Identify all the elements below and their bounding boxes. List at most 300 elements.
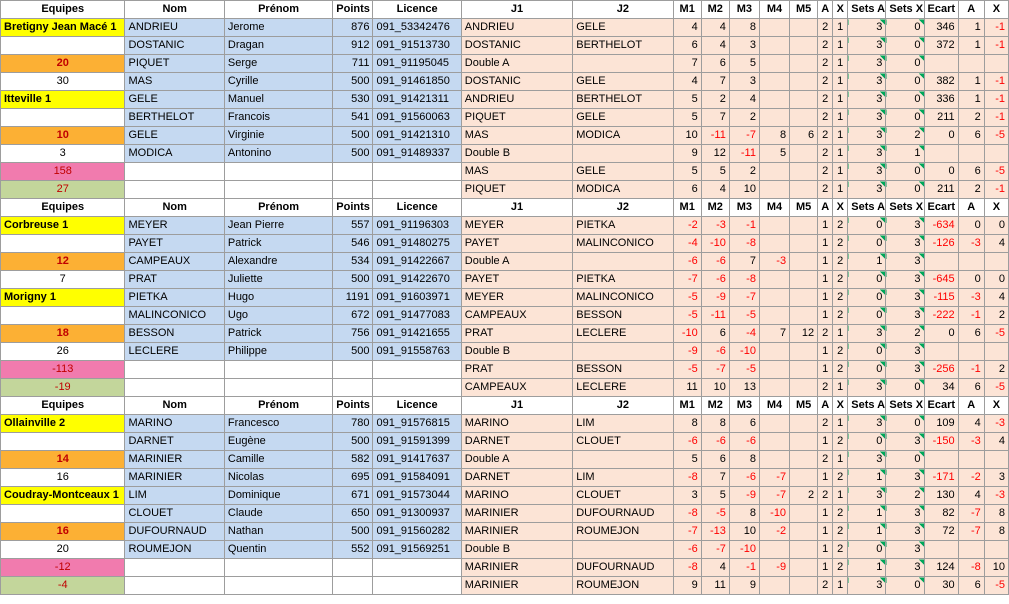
cell-points: 546: [333, 235, 373, 253]
cell-equipe: [1, 109, 125, 127]
cell-m1: -2: [673, 217, 701, 235]
cell-j1: MARINIER: [461, 505, 572, 523]
cell-x: 2: [833, 307, 848, 325]
cell-j2: DUFOURNAUD: [573, 559, 673, 577]
table-row: [1, 127, 1009, 145]
cell-nom: [125, 361, 224, 379]
cell-points: 500: [333, 73, 373, 91]
cell-m4: [759, 19, 789, 37]
cell-m4: [759, 55, 789, 73]
cell-m5: [790, 235, 818, 253]
cell-licence: [373, 181, 461, 199]
cell-j2: [573, 145, 673, 163]
cell-prenom: Antonino: [224, 145, 332, 163]
table-row: [1, 433, 1009, 451]
cell-x2: -3: [984, 487, 1008, 505]
cell-j1: PAYET: [461, 271, 572, 289]
cell-x2: -5: [984, 127, 1008, 145]
cell-m5: [790, 307, 818, 325]
cell-m5: [790, 577, 818, 595]
cell-j1: MAS: [461, 163, 572, 181]
cell-m4: -7: [759, 487, 789, 505]
header-prenom: Prénom: [224, 1, 332, 19]
cell-prenom: Manuel: [224, 91, 332, 109]
cell-a2: [958, 55, 984, 73]
cell-m5: [790, 55, 818, 73]
cell-sets-a: 0: [848, 307, 886, 325]
cell-equipe: 158: [1, 163, 125, 181]
cell-x: 1: [833, 127, 848, 145]
cell-a: 2: [818, 487, 833, 505]
cell-prenom: Dominique: [224, 487, 332, 505]
cell-m3: -9: [729, 487, 759, 505]
table-row: [1, 379, 1009, 397]
cell-sets-a: 0: [848, 541, 886, 559]
cell-m4: [759, 271, 789, 289]
cell-sets-x: 2: [886, 325, 924, 343]
cell-j2: MALINCONICO: [573, 235, 673, 253]
cell-ecart: -115: [924, 289, 958, 307]
cell-m4: [759, 181, 789, 199]
table-row: [1, 289, 1009, 307]
cell-nom: CLOUET: [125, 505, 224, 523]
cell-m2: 11: [701, 577, 729, 595]
cell-points: 650: [333, 505, 373, 523]
cell-points: 780: [333, 415, 373, 433]
cell-a2: -8: [958, 559, 984, 577]
cell-m1: -8: [673, 469, 701, 487]
cell-sets-a: 3: [848, 55, 886, 73]
team-name: Corbreuse 1: [1, 217, 125, 235]
cell-x2: 4: [984, 289, 1008, 307]
cell-prenom: Jean Pierre: [224, 217, 332, 235]
cell-a2: -3: [958, 433, 984, 451]
header-nom: Nom: [125, 1, 224, 19]
cell-j2: GELE: [573, 163, 673, 181]
cell-j1: PAYET: [461, 235, 572, 253]
cell-m3: -10: [729, 343, 759, 361]
cell-x2: 2: [984, 361, 1008, 379]
cell-sets-x: 0: [886, 379, 924, 397]
cell-licence: 091_53342476: [373, 19, 461, 37]
cell-m1: -5: [673, 361, 701, 379]
cell-sets-x: 3: [886, 559, 924, 577]
cell-x: 2: [833, 343, 848, 361]
cell-m4: 7: [759, 325, 789, 343]
table-row: [1, 37, 1009, 55]
cell-points: 500: [333, 271, 373, 289]
cell-licence: 091_91573044: [373, 487, 461, 505]
cell-m1: -7: [673, 271, 701, 289]
cell-j1: PIQUET: [461, 109, 572, 127]
table-body: [1, 1, 1009, 595]
cell-a: 2: [818, 379, 833, 397]
team-name: Bretigny Jean Macé 1: [1, 19, 125, 37]
cell-x2: 0: [984, 271, 1008, 289]
cell-x2: 3: [984, 469, 1008, 487]
header-a: A: [818, 1, 833, 19]
cell-nom: ANDRIEU: [125, 19, 224, 37]
cell-m4: [759, 361, 789, 379]
cell-m5: [790, 523, 818, 541]
cell-nom: [125, 181, 224, 199]
cell-m3: 8: [729, 505, 759, 523]
cell-m5: [790, 109, 818, 127]
cell-prenom: [224, 181, 332, 199]
cell-ecart: [924, 541, 958, 559]
cell-m3: 2: [729, 163, 759, 181]
cell-a: 2: [818, 577, 833, 595]
cell-x2: 2: [984, 307, 1008, 325]
cell-x2: [984, 55, 1008, 73]
cell-points: [333, 379, 373, 397]
header-m1: M1: [673, 199, 701, 217]
cell-m1: -9: [673, 343, 701, 361]
cell-x: 1: [833, 577, 848, 595]
header-licence: Licence: [373, 397, 461, 415]
cell-m1: -8: [673, 505, 701, 523]
cell-points: 552: [333, 541, 373, 559]
cell-x: 1: [833, 415, 848, 433]
cell-sets-x: 0: [886, 163, 924, 181]
cell-points: 500: [333, 523, 373, 541]
cell-a: 1: [818, 541, 833, 559]
cell-a: 2: [818, 91, 833, 109]
cell-m4: [759, 307, 789, 325]
cell-m2: 6: [701, 55, 729, 73]
cell-ecart: [924, 451, 958, 469]
cell-x: 2: [833, 541, 848, 559]
cell-a: 1: [818, 343, 833, 361]
cell-sets-x: 3: [886, 271, 924, 289]
cell-m5: [790, 451, 818, 469]
cell-a: 1: [818, 307, 833, 325]
cell-x: 2: [833, 289, 848, 307]
table-row: [1, 505, 1009, 523]
cell-ecart: -634: [924, 217, 958, 235]
cell-a: 2: [818, 19, 833, 37]
cell-j1: PRAT: [461, 361, 572, 379]
cell-points: 1191: [333, 289, 373, 307]
cell-m2: 4: [701, 19, 729, 37]
cell-j2: LECLERE: [573, 325, 673, 343]
cell-licence: 091_91560282: [373, 523, 461, 541]
cell-prenom: Ugo: [224, 307, 332, 325]
cell-a2: 6: [958, 325, 984, 343]
cell-nom: [125, 379, 224, 397]
header-j2: J2: [573, 1, 673, 19]
cell-sets-x: 3: [886, 523, 924, 541]
cell-m1: -4: [673, 235, 701, 253]
cell-x: 2: [833, 253, 848, 271]
cell-sets-x: 3: [886, 253, 924, 271]
cell-sets-x: 3: [886, 343, 924, 361]
table-row: [1, 541, 1009, 559]
cell-x2: 8: [984, 523, 1008, 541]
cell-prenom: Alexandre: [224, 253, 332, 271]
cell-equipe: [1, 307, 125, 325]
cell-nom: LECLERE: [125, 343, 224, 361]
cell-sets-a: 3: [848, 379, 886, 397]
header-m3: M3: [729, 199, 759, 217]
cell-m2: -5: [701, 505, 729, 523]
header-m5: M5: [790, 1, 818, 19]
cell-ecart: 82: [924, 505, 958, 523]
cell-nom: MAS: [125, 73, 224, 91]
cell-m3: 9: [729, 577, 759, 595]
cell-m3: -5: [729, 307, 759, 325]
cell-j1: MARINIER: [461, 577, 572, 595]
header-licence: Licence: [373, 199, 461, 217]
cell-x: 2: [833, 235, 848, 253]
header-sets-x: Sets X: [886, 199, 924, 217]
cell-j2: [573, 343, 673, 361]
cell-j1: DARNET: [461, 433, 572, 451]
cell-prenom: Patrick: [224, 325, 332, 343]
cell-ecart: -256: [924, 361, 958, 379]
cell-points: 912: [333, 37, 373, 55]
cell-m3: -7: [729, 127, 759, 145]
cell-m4: 8: [759, 127, 789, 145]
cell-m5: 6: [790, 127, 818, 145]
table-row: [1, 361, 1009, 379]
cell-j2: [573, 451, 673, 469]
cell-nom: PAYET: [125, 235, 224, 253]
cell-m4: [759, 541, 789, 559]
cell-sets-a: 3: [848, 127, 886, 145]
cell-x2: -5: [984, 325, 1008, 343]
header-points: Points: [333, 1, 373, 19]
cell-m1: -5: [673, 307, 701, 325]
cell-j1: PIQUET: [461, 181, 572, 199]
cell-x2: [984, 541, 1008, 559]
cell-nom: GELE: [125, 91, 224, 109]
cell-prenom: Nicolas: [224, 469, 332, 487]
cell-a2: 6: [958, 127, 984, 145]
cell-a2: [958, 541, 984, 559]
cell-j2: MODICA: [573, 181, 673, 199]
cell-points: [333, 577, 373, 595]
cell-m5: [790, 343, 818, 361]
cell-sets-x: 0: [886, 415, 924, 433]
header-equipe: Equipes: [1, 1, 125, 19]
header-m3: M3: [729, 1, 759, 19]
cell-m1: 5: [673, 163, 701, 181]
cell-points: 876: [333, 19, 373, 37]
cell-licence: [373, 559, 461, 577]
cell-j2: MALINCONICO: [573, 289, 673, 307]
cell-ecart: 0: [924, 325, 958, 343]
cell-ecart: 34: [924, 379, 958, 397]
cell-m5: [790, 541, 818, 559]
cell-x: 1: [833, 91, 848, 109]
cell-m3: -7: [729, 289, 759, 307]
cell-j2: [573, 541, 673, 559]
cell-nom: BERTHELOT: [125, 109, 224, 127]
cell-a: 2: [818, 145, 833, 163]
cell-nom: DOSTANIC: [125, 37, 224, 55]
cell-j1: ANDRIEU: [461, 91, 572, 109]
cell-m5: [790, 181, 818, 199]
cell-a: 1: [818, 217, 833, 235]
cell-a2: 1: [958, 91, 984, 109]
cell-points: 672: [333, 307, 373, 325]
cell-a2: -7: [958, 523, 984, 541]
cell-a2: 6: [958, 163, 984, 181]
cell-x: 1: [833, 145, 848, 163]
cell-x: 2: [833, 523, 848, 541]
cell-sets-x: 1: [886, 145, 924, 163]
header-sets-x: Sets X: [886, 1, 924, 19]
cell-equipe: [1, 505, 125, 523]
cell-j1: Double B: [461, 145, 572, 163]
cell-x: 1: [833, 325, 848, 343]
cell-m3: 6: [729, 415, 759, 433]
cell-x: 1: [833, 55, 848, 73]
cell-nom: PRAT: [125, 271, 224, 289]
cell-x2: -1: [984, 73, 1008, 91]
cell-prenom: [224, 577, 332, 595]
cell-points: 541: [333, 109, 373, 127]
cell-nom: LIM: [125, 487, 224, 505]
cell-a2: 0: [958, 217, 984, 235]
cell-licence: 091_91489337: [373, 145, 461, 163]
header-a2: A: [958, 397, 984, 415]
cell-sets-a: 3: [848, 577, 886, 595]
cell-x: 1: [833, 37, 848, 55]
cell-m5: [790, 433, 818, 451]
team-name: Ollainville 2: [1, 415, 125, 433]
cell-a2: 2: [958, 181, 984, 199]
cell-j2: [573, 55, 673, 73]
cell-ecart: 211: [924, 109, 958, 127]
header-nom: Nom: [125, 199, 224, 217]
cell-sets-a: 0: [848, 271, 886, 289]
table-row: [1, 415, 1009, 433]
cell-x2: -5: [984, 163, 1008, 181]
cell-m3: -4: [729, 325, 759, 343]
cell-m4: [759, 433, 789, 451]
cell-equipe: 10: [1, 127, 125, 145]
cell-sets-a: 0: [848, 361, 886, 379]
cell-m1: 9: [673, 145, 701, 163]
header-sets-a: Sets A: [848, 1, 886, 19]
header-x2: X: [984, 1, 1008, 19]
cell-m2: -7: [701, 541, 729, 559]
cell-m3: 5: [729, 55, 759, 73]
cell-a2: [958, 451, 984, 469]
cell-points: 500: [333, 433, 373, 451]
table-row: [1, 109, 1009, 127]
cell-a2: [958, 343, 984, 361]
cell-j1: MARINIER: [461, 559, 572, 577]
cell-x2: -3: [984, 415, 1008, 433]
table-row: [1, 235, 1009, 253]
cell-nom: PIQUET: [125, 55, 224, 73]
cell-x2: 0: [984, 217, 1008, 235]
cell-m3: 8: [729, 19, 759, 37]
cell-licence: 091_91417637: [373, 451, 461, 469]
cell-m1: 5: [673, 91, 701, 109]
cell-sets-x: 3: [886, 361, 924, 379]
table-row: [1, 307, 1009, 325]
table-row: [1, 271, 1009, 289]
cell-a: 2: [818, 451, 833, 469]
cell-m3: -5: [729, 361, 759, 379]
cell-nom: PIETKA: [125, 289, 224, 307]
cell-ecart: 0: [924, 127, 958, 145]
header-x2: X: [984, 397, 1008, 415]
cell-sets-x: 3: [886, 469, 924, 487]
cell-j1: Double A: [461, 253, 572, 271]
header-a: A: [818, 397, 833, 415]
header-x: X: [833, 397, 848, 415]
cell-sets-x: 3: [886, 505, 924, 523]
cell-m4: -3: [759, 253, 789, 271]
header-m3: M3: [729, 397, 759, 415]
cell-m2: 10: [701, 379, 729, 397]
cell-m2: 4: [701, 181, 729, 199]
cell-equipe: 7: [1, 271, 125, 289]
cell-m1: 4: [673, 19, 701, 37]
table-row: [1, 217, 1009, 235]
cell-j2: BESSON: [573, 307, 673, 325]
header-m2: M2: [701, 1, 729, 19]
cell-a: 2: [818, 325, 833, 343]
cell-m2: 8: [701, 415, 729, 433]
table-row: [1, 19, 1009, 37]
cell-a2: -1: [958, 361, 984, 379]
cell-m1: 3: [673, 487, 701, 505]
cell-prenom: Juliette: [224, 271, 332, 289]
cell-m5: [790, 361, 818, 379]
header-m4: M4: [759, 1, 789, 19]
cell-equipe: -19: [1, 379, 125, 397]
cell-nom: MODICA: [125, 145, 224, 163]
cell-x: 1: [833, 109, 848, 127]
header-m5: M5: [790, 199, 818, 217]
cell-x: 1: [833, 181, 848, 199]
cell-prenom: Francois: [224, 109, 332, 127]
cell-a: 1: [818, 469, 833, 487]
cell-nom: [125, 577, 224, 595]
cell-licence: 091_91603971: [373, 289, 461, 307]
table-row: [1, 145, 1009, 163]
cell-m4: [759, 379, 789, 397]
cell-sets-a: 1: [848, 523, 886, 541]
cell-j1: MAS: [461, 127, 572, 145]
cell-m5: [790, 91, 818, 109]
table-row: [1, 469, 1009, 487]
cell-points: 534: [333, 253, 373, 271]
cell-x2: 4: [984, 433, 1008, 451]
cell-ecart: [924, 343, 958, 361]
cell-sets-a: 3: [848, 487, 886, 505]
cell-m5: [790, 145, 818, 163]
cell-m1: -6: [673, 253, 701, 271]
cell-j2: GELE: [573, 109, 673, 127]
cell-m2: 5: [701, 163, 729, 181]
cell-m4: [759, 217, 789, 235]
header-m1: M1: [673, 397, 701, 415]
header-m1: M1: [673, 1, 701, 19]
cell-sets-x: 0: [886, 451, 924, 469]
cell-licence: 091_91461850: [373, 73, 461, 91]
cell-sets-a: 0: [848, 343, 886, 361]
cell-m4: [759, 343, 789, 361]
cell-x: 2: [833, 271, 848, 289]
cell-j2: BERTHELOT: [573, 37, 673, 55]
